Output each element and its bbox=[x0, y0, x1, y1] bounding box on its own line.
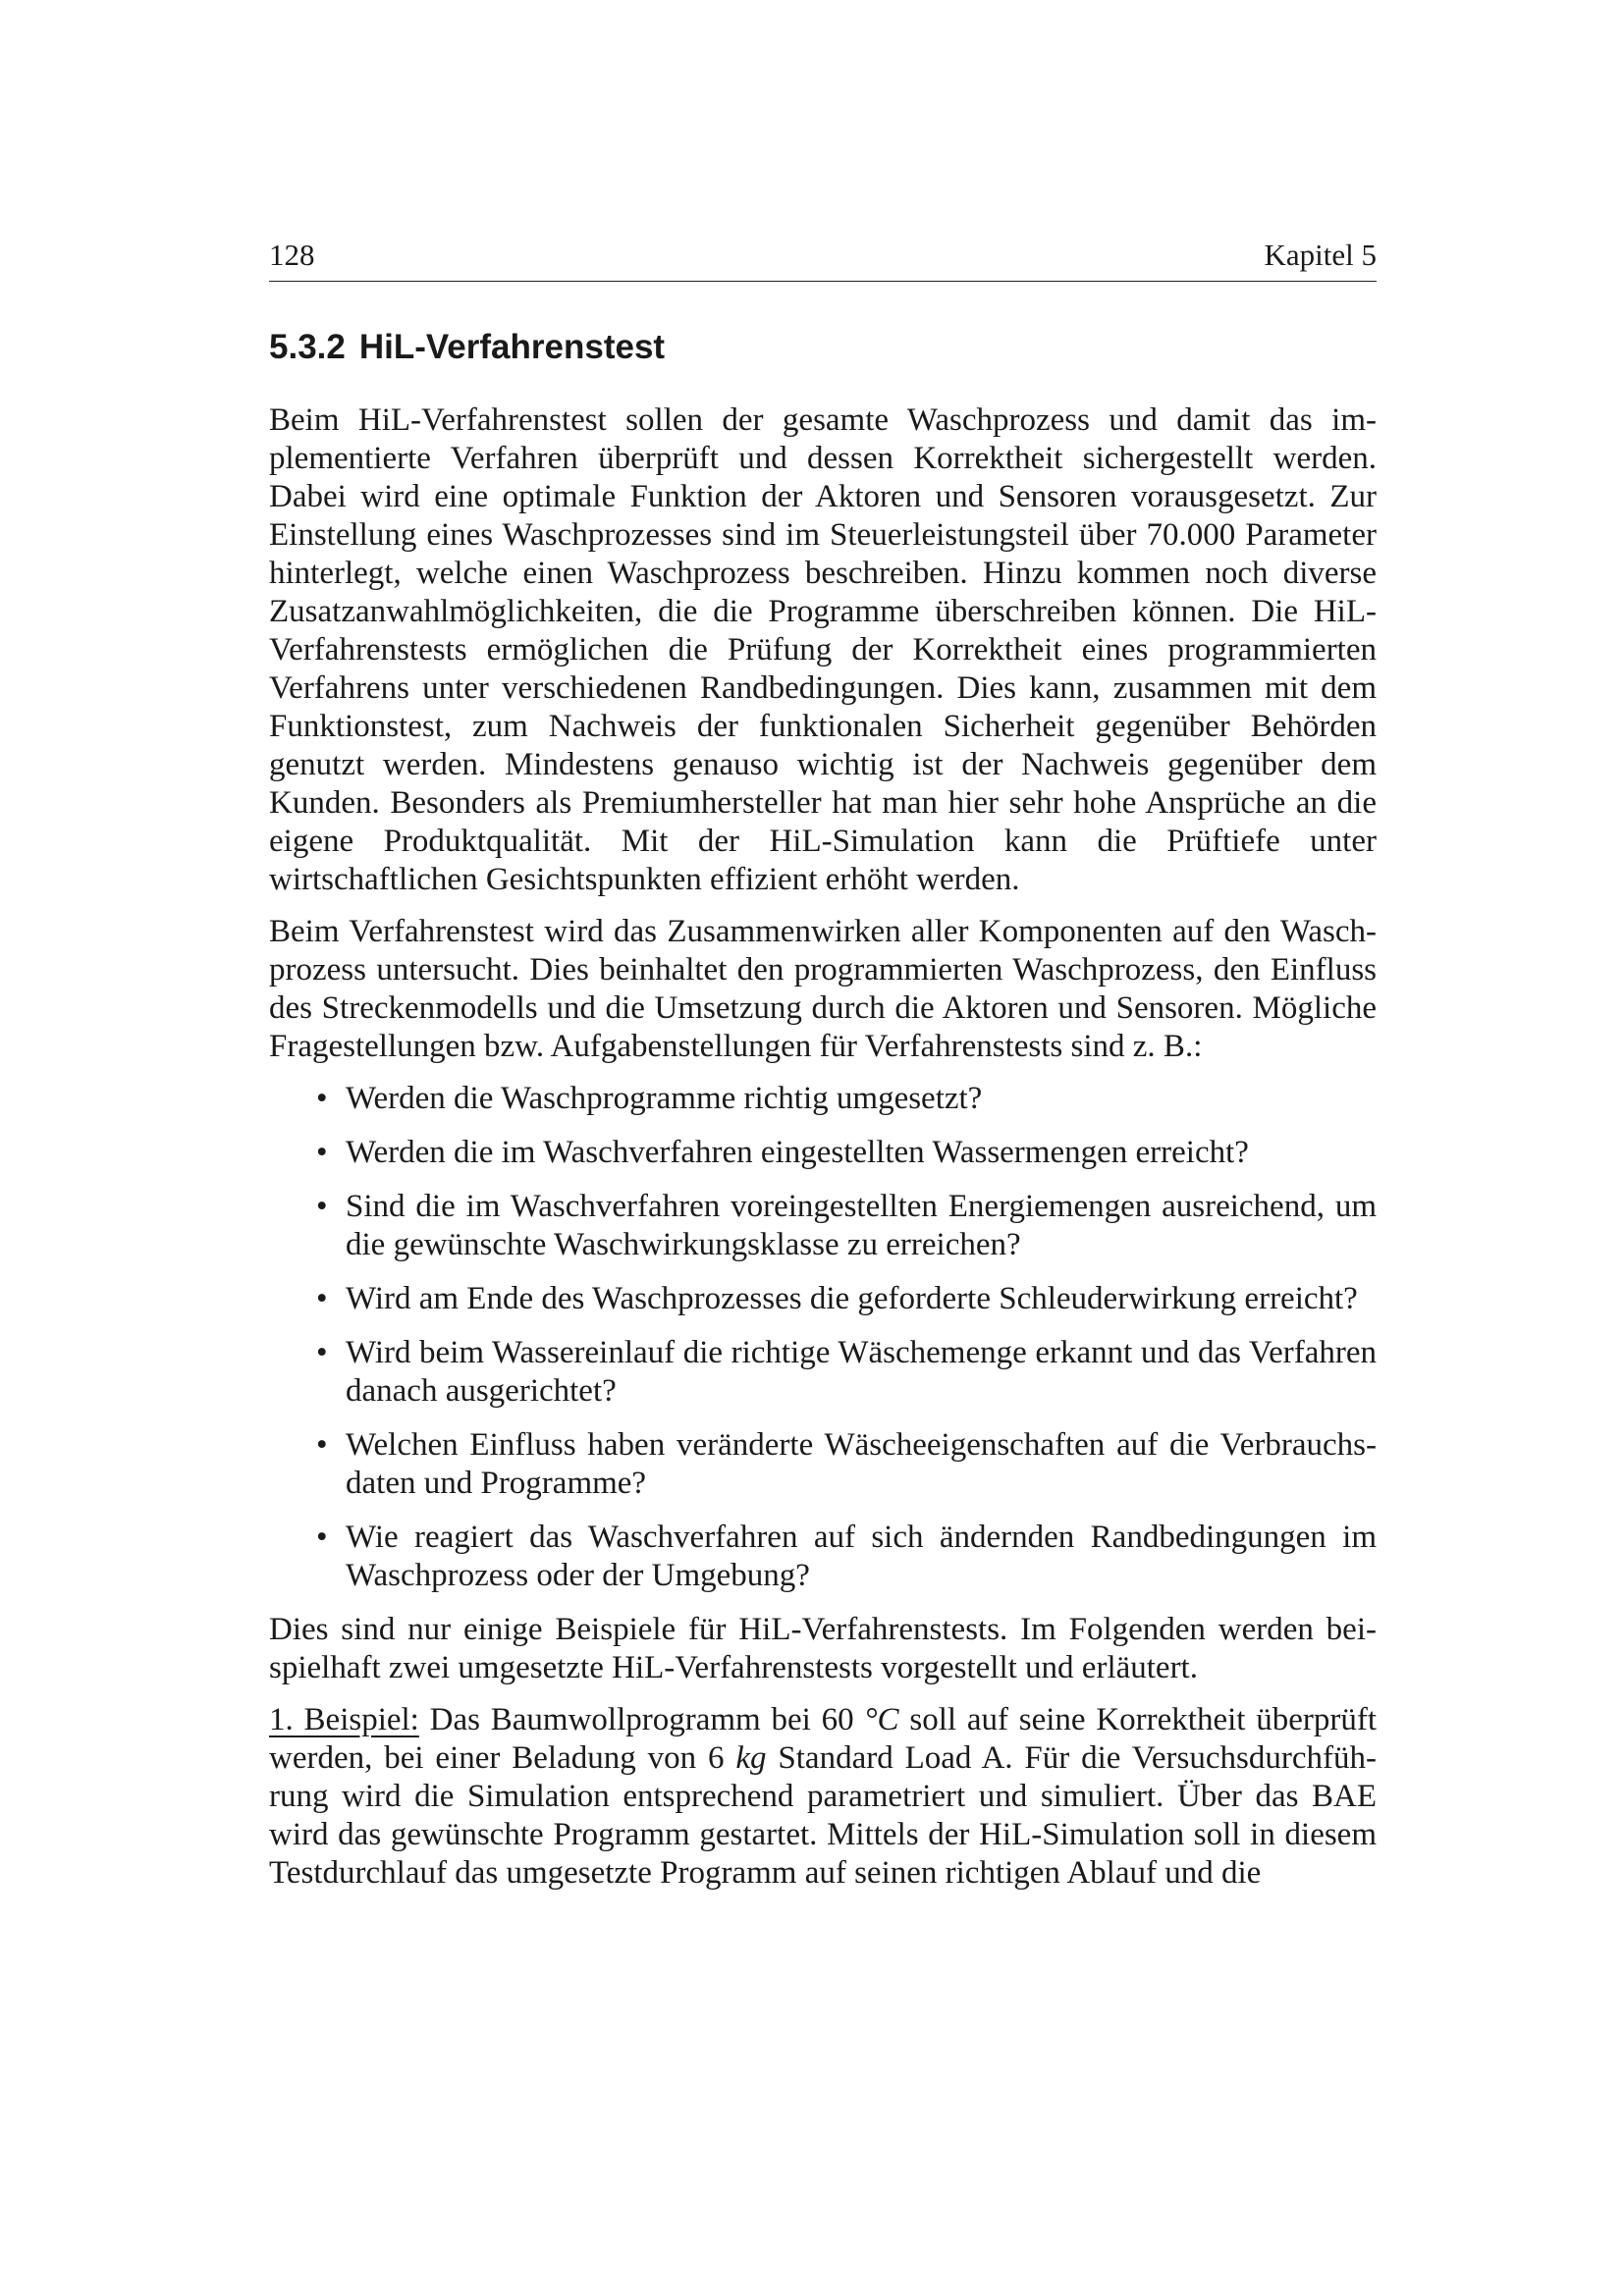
list-item-text: Werden die im Waschverfahren eingestellten Wassermengen erreicht? bbox=[346, 1135, 1249, 1170]
list-item-text: Welchen Einfluss haben veränderte Wäscheeigenschaften auf die Verbrauchsdaten und Programme? bbox=[346, 1427, 1377, 1501]
example-text-b: soll auf seine Korrektheit überprüft werden, bei einer Beladung von 6 bbox=[269, 1702, 1377, 1776]
list-item-text: Sind die im Waschverfahren voreingestellten Energiemengen ausreichend, um die gewünschte Waschwirkungsklasse zu erreichen? bbox=[346, 1189, 1377, 1262]
example-text-a: Das Baumwollprogramm bei 60 bbox=[418, 1702, 865, 1737]
list-item-text: Wie reagiert das Waschverfahren auf sich ändernden Randbedingungen im Waschprozess oder der Umgebung? bbox=[346, 1520, 1377, 1593]
bullet-symbol: • bbox=[316, 1427, 328, 1463]
list-item bbox=[316, 1334, 1377, 1411]
list-item-text: Wird beim Wassereinlauf die richtige Wäschemenge erkannt und das Verfahren danach ausgerichtet? bbox=[346, 1335, 1377, 1409]
section-number: 5.3.2 bbox=[269, 328, 346, 366]
section-title: HiL-Verfahrenstest bbox=[358, 328, 666, 366]
list-item bbox=[316, 1188, 1377, 1264]
list-item-text: Werden die Waschprogramme richtig umgesetzt? bbox=[346, 1081, 983, 1116]
bullet-symbol: • bbox=[316, 1520, 328, 1555]
list-item bbox=[316, 1280, 1377, 1318]
list-item bbox=[316, 1134, 1377, 1172]
list-item-text: Wird am Ende des Waschprozesses die geforderte Schleuderwirkung erreicht? bbox=[346, 1281, 1358, 1316]
page-number: 128 bbox=[269, 238, 315, 272]
document-page bbox=[269, 236, 1377, 1906]
bullet-symbol: • bbox=[316, 1189, 328, 1224]
paragraph-verfahrenstest: Beim Verfahrenstest wird das Zusammenwirken aller Komponenten auf den Waschprozess untersucht. Dies beinhaltet den programmierten Waschprozess, den Einfluss des Streckenmodells und die Umsetzung durch die Aktoren und Sensoren. Mögliche Fragestellungen bzw. Aufgabenstellungen für Verfahrenstests sind z. B.: bbox=[269, 914, 1377, 1064]
unit-temperature: °C bbox=[864, 1702, 899, 1737]
chapter-label: Kapitel 5 bbox=[1264, 238, 1377, 272]
list-item bbox=[316, 1080, 1377, 1118]
example-text-c: Standard Load A. Für die Versuchsdurchführung wird die Simulation entsprechend parametriert und simuliert. Über das BAE wird das gewünschte Programm gestartet. Mittels der HiL-Simulation soll in diesem Testdurchlauf das umgesetzte Programm auf seinen richtigen Ablauf und die bbox=[269, 1740, 1377, 1891]
bullet-symbol: • bbox=[316, 1081, 328, 1116]
question-list bbox=[269, 1080, 1377, 1595]
list-item bbox=[316, 1426, 1377, 1503]
paragraph-examples-intro: Dies sind nur einige Beispiele für HiL-Verfahrenstests. Im Folgenden werden beispielhaft zwei umgesetzte HiL-Verfahrenstests vorgestellt und erläutert. bbox=[269, 1612, 1377, 1685]
section-heading bbox=[269, 327, 1377, 368]
bullet-symbol: • bbox=[316, 1335, 328, 1370]
bullet-symbol: • bbox=[316, 1281, 328, 1316]
example-label: 1. Beispiel: bbox=[269, 1702, 419, 1737]
list-item bbox=[316, 1519, 1377, 1595]
running-header bbox=[269, 236, 1377, 282]
bullet-symbol: • bbox=[316, 1135, 328, 1170]
paragraph-intro: Beim HiL-Verfahrenstest sollen der gesamte Waschprozess und damit das implementierte Verfahren überprüft und dessen Korrektheit sichergestellt werden. Dabei wird eine optimale Funktion der Aktoren und Sensoren vorausgesetzt. Zur Einstellung eines Waschprozesses sind im Steuerleistungsteil über 70.000 Parameter hinterlegt, welche einen Waschprozess beschreiben. Hinzu kommen noch diverse Zusatzanwahlmöglichkeiten, die die Programme überschreiben können. Die HiL-Verfahrenstests ermöglichen die Prüfung der Korrektheit eines programmierten Verfahrens unter verschiedenen Randbedingungen. Dies kann, zusammen mit dem Funktionstest, zum Nachweis der funktionalen Sicherheit gegenüber Behörden genutzt werden. Mindestens genauso wichtig ist der Nachweis gegenüber dem Kunden. Besonders als Premiumhersteller hat man hier sehr hohe Ansprüche an die eigene Produktqualität. Mit der HiL-Simulation kann die Prüftiefe unter wirtschaftlichen Gesichtspunkten effizient erhöht werden. bbox=[269, 402, 1377, 897]
unit-mass: kg bbox=[735, 1740, 767, 1776]
paragraph-example-1 bbox=[269, 1701, 1377, 1893]
